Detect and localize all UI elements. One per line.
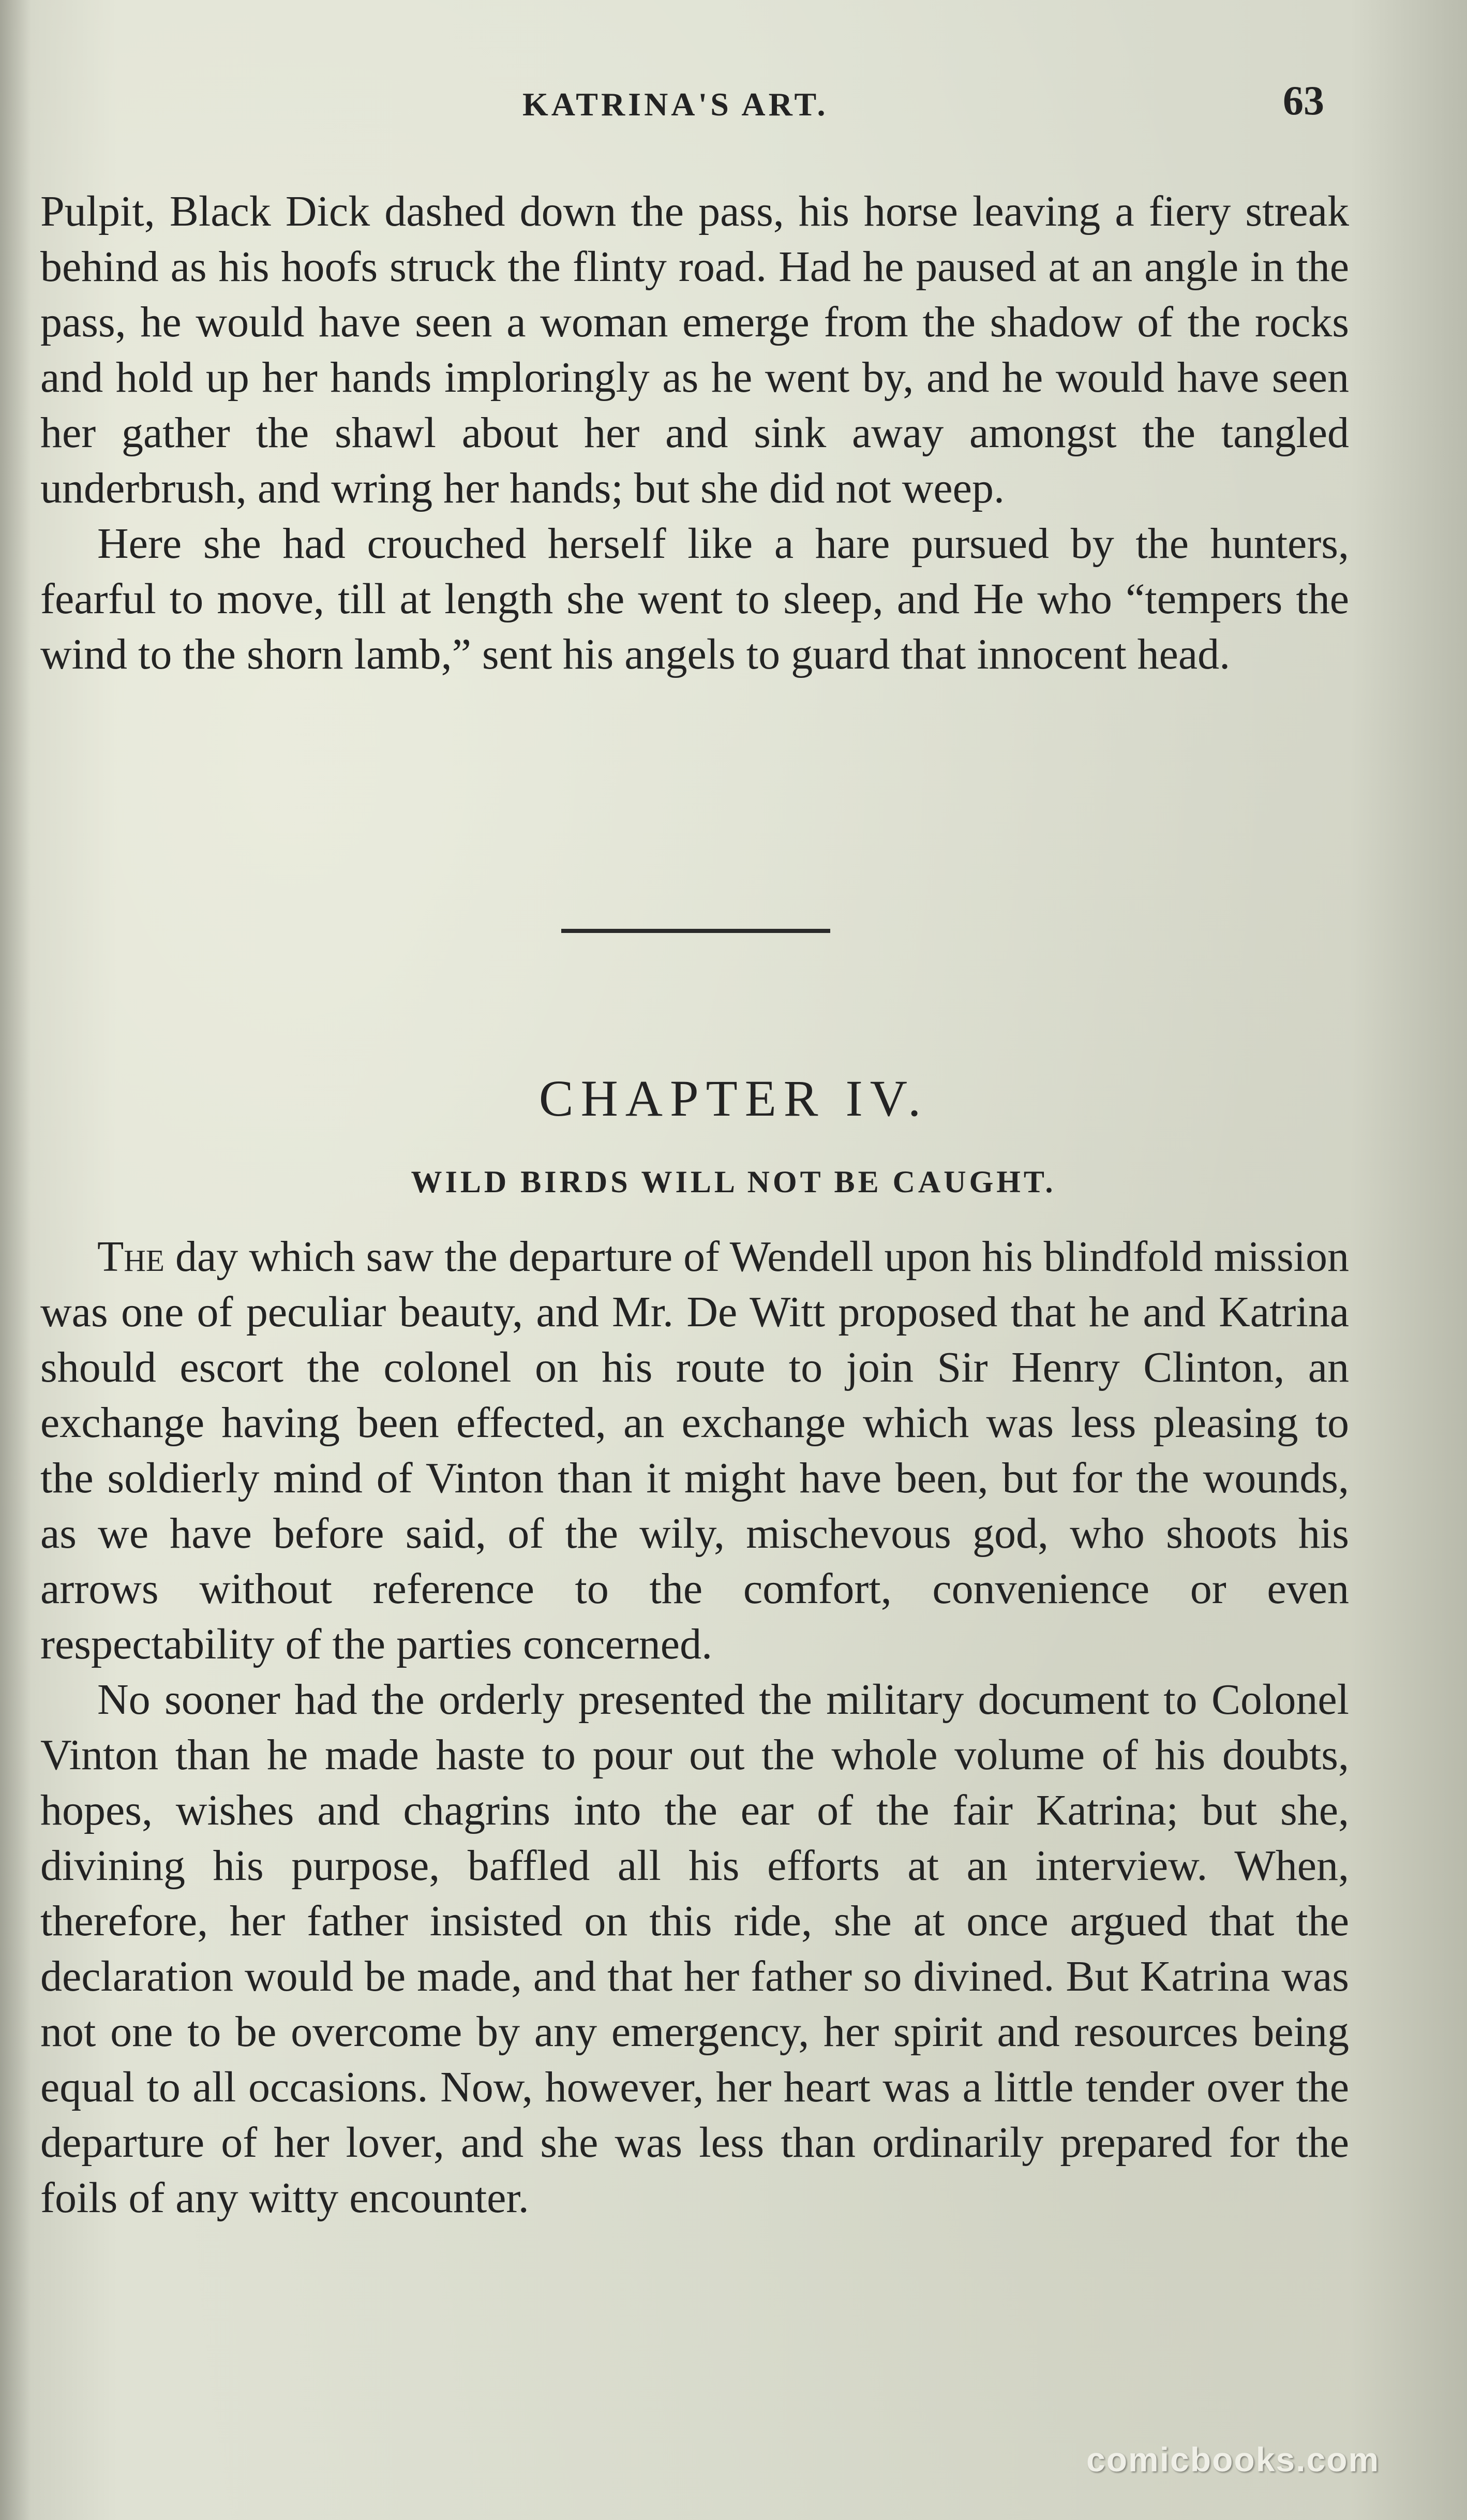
chapter-subtitle: WILD BIRDS WILL NOT BE CAUGHT.: [411, 1165, 1056, 1199]
page-number: 63: [1283, 78, 1324, 124]
opening-word: The: [97, 1233, 164, 1281]
binding-shadow: [0, 0, 31, 2520]
paragraph-body: day which saw the departure of Wendell upon his blindfold mission was one of peculiar beauty, and Mr. De Witt proposed that he and Katrina should escort the colonel on his route to join Sir Henry Clinton, an exchange having been effected, an exchange which was less pleasing to the soldierly mind of Vinton than it might have been, but for the wounds, as we have before said, of the wily, mischevous god, who shoots his arrows without reference to the comfort, convenience or even respectability of the parties concerned.: [40, 1233, 1349, 1668]
watermark: comicbooks.com: [1086, 2440, 1380, 2479]
section-divider-rule: [561, 929, 830, 933]
paragraph: Pulpit, Black Dick dashed down the pass, his horse leaving a fiery streak behind as his hoofs struck the flinty road. Had he paused at an angle in the pass, he would have seen a woman emerge from the shadow of the rocks and hold up her hands imploringly as he went by, and he would have seen her gather the shawl about her and sink away amongst the tangled underbrush, and wring her hands; but she did not weep.: [40, 187, 1349, 512]
paragraph: Here she had crouched herself like a hare pursued by the hunters, fearful to move, till at length she went to sleep, and He who “tempers the wind to the shorn lamb,” sent his angels to guard that innocent head.: [40, 520, 1349, 678]
paragraph: No sooner had the orderly presented the military document to Colonel Vinton than he made haste to pour out the whole volume of his doubts, hopes, wishes and chagrins into the ear of the fair Katrina; but she, divining his purpose, baffled all his efforts at an interview. When, therefore, her father insisted on this ride, she at once argued that the declaration would be made, and that her father so divined. But Katrina was not one to be overcome by any emergency, her spirit and resources being equal to all occasions. Now, however, her heart was a little tender over the departure of her lover, and she was less than ordinarily prepared for the foils of any witty encounter.: [40, 1676, 1349, 2222]
chapter-heading: CHAPTER IV.: [538, 1070, 929, 1127]
chapter-text: [40, 1229, 1349, 2226]
running-header: [0, 78, 1467, 140]
section-text: [40, 184, 1349, 682]
running-title: KATRINA'S ART.: [522, 86, 829, 123]
paragraph: [40, 1229, 1349, 1672]
